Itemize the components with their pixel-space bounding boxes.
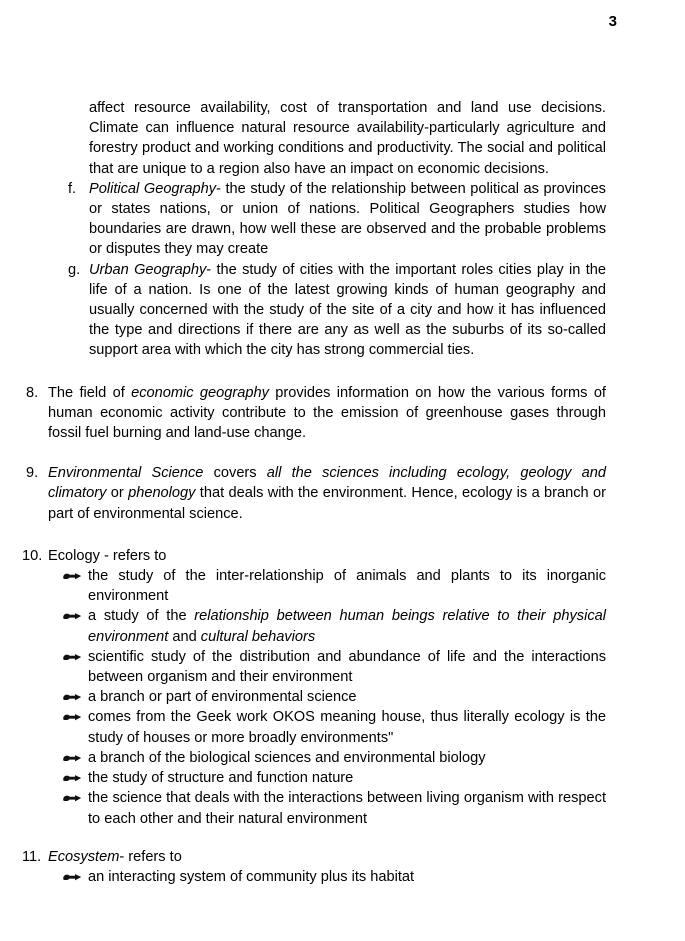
bullet-text-italic: cultural behaviors: [200, 628, 316, 645]
bullet-text: a study of the: [88, 608, 195, 625]
spacer: [0, 443, 685, 463]
bullet-text-italic: relationship between human beings relative to their physical environment: [88, 608, 606, 645]
numbered-list: [0, 383, 685, 887]
pointing-hand-icon: [62, 570, 82, 584]
spacer: [0, 829, 685, 847]
term-economic-geography: economic geography: [131, 384, 269, 401]
bullet-text: the science that deals with the interactions between living organism with respect to each other and their natural environment: [88, 790, 606, 827]
text-segment: that deals with the environment. Hence, ecology is a branch or part of environmental science.: [48, 485, 606, 522]
pointing-hand-icon: [62, 752, 82, 766]
list-marker: 10.: [22, 547, 43, 564]
definition-text: - the study of cities with the important roles cities play in the life of a nation. Is one of the latest growing kinds of human geography and usually concerned with the study of the site of a city and how it has influenced the type and directions if there are any as well as the suburbs of its so-called support area with which the city has strong commercial ties.: [89, 261, 606, 359]
list-item: [88, 707, 606, 747]
ecosystem-definition-list: [0, 867, 606, 887]
term-urban-geography: Urban Geography: [89, 261, 207, 278]
list-marker: 11.: [22, 848, 42, 865]
text-segment: or: [106, 485, 129, 502]
list-item-9: [26, 463, 607, 524]
spacer: [0, 361, 685, 383]
list-item: [88, 566, 606, 606]
bullet-text: the study of the inter-relationship of animals and plants to its inorganic environment: [88, 568, 606, 605]
list-marker: g.: [68, 261, 81, 278]
list-item: [88, 867, 606, 887]
term-environmental-science: Environmental Science: [48, 465, 204, 482]
bullet-text: scientific study of the distribution and abundance of life and the interactions between organism and their environment: [88, 648, 606, 686]
definition-text: - the study of the relationship between political as provinces or states nations, or union of nations. Political Geographers studies how boundaries are drawn, how well these are observed and the probable problems or disputes they may create: [89, 180, 606, 258]
pointing-hand-icon: [62, 691, 82, 705]
pointing-hand-icon: [62, 871, 82, 885]
list-marker: 8.: [26, 384, 39, 401]
list-item: [88, 748, 606, 768]
list-item-8: [26, 383, 606, 444]
bullet-text: comes from the Geek work OKOS meaning house, thus literally ecology is the study of houses or more broadly environments": [88, 709, 606, 746]
bullet-text: and: [168, 628, 201, 645]
page-number: 3: [608, 13, 617, 30]
list-marker: 9.: [26, 465, 39, 482]
continued-paragraph: affect resource availability, cost of transportation and land use decisions. Climate can influence natural resource availability-particularly agriculture and forestry product and working conditions and productivity. The social and political that are unique to a region also have an impact on economic decisions.: [89, 100, 606, 177]
item-10-lead: Ecology - refers to: [48, 547, 167, 564]
list-item: [68, 260, 606, 361]
pointing-hand-icon: [62, 711, 82, 725]
pointing-hand-icon: [62, 651, 82, 665]
list-item: [88, 687, 606, 707]
text-segment: covers: [203, 465, 267, 482]
emphasis-sciences: all the sciences including ecology, geology and climatory: [48, 465, 607, 502]
list-item-11: [22, 847, 606, 867]
ecology-definition-list: [0, 566, 606, 829]
list-marker: f.: [68, 180, 77, 197]
list-item: [88, 768, 606, 788]
pointing-hand-icon: [62, 610, 82, 624]
bullet-text: an interacting system of community plus its habitat: [88, 868, 415, 885]
bullet-text: a branch of the biological sciences and environmental biology: [88, 749, 486, 766]
text-segment: provides information on how the various forms of human economic activity contribute to the emission of greenhouse gases through fossil fuel burning and land-use change.: [48, 384, 606, 442]
bullet-text: a branch or part of environmental science: [88, 689, 357, 706]
term-political-geography: Political Geography: [89, 180, 217, 197]
list-item: [68, 179, 606, 260]
pointing-hand-icon: [62, 772, 82, 786]
pointing-hand-icon: [62, 792, 82, 806]
list-item: [88, 647, 606, 687]
document-body: [0, 98, 685, 887]
text-segment: - refers to: [119, 848, 182, 865]
list-item: [88, 606, 606, 646]
term-ecosystem: Ecosystem: [48, 848, 120, 865]
spacer: [0, 524, 685, 546]
text-segment: The field of: [48, 384, 132, 401]
term-phenology: phenology: [128, 485, 196, 502]
alpha-sublist: [0, 179, 606, 361]
page-header: [0, 12, 685, 36]
list-item-10: [22, 546, 606, 566]
bullet-text: the study of structure and function nature: [88, 770, 354, 787]
list-item: [88, 788, 606, 828]
